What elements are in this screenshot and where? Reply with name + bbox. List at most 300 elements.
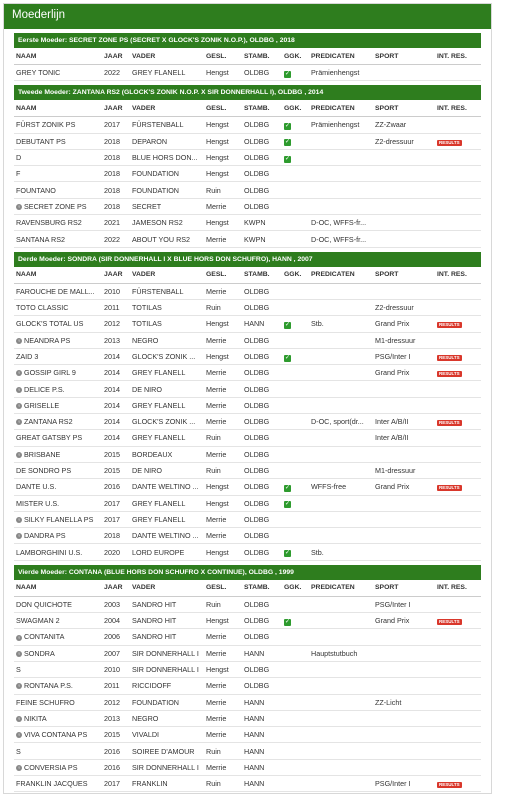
column-header: GGK. [282, 100, 309, 117]
predicaten-cell [309, 528, 373, 544]
sex-cell: Hengst [204, 495, 242, 511]
sport-cell [373, 65, 435, 81]
ggk-cell [282, 397, 309, 413]
predicaten-cell [309, 613, 373, 629]
predicaten-cell [309, 397, 373, 413]
ggk-cell [282, 528, 309, 544]
int-res-cell [435, 645, 481, 661]
table-row [14, 117, 481, 133]
sire-cell: TOTILAS [130, 316, 204, 332]
int-res-cell [435, 299, 481, 315]
checkmark-icon: ✓ [284, 354, 291, 361]
studbook-cell: HANN [242, 775, 282, 791]
horse-name-cell[interactable] [14, 397, 102, 413]
year-cell: 2017 [102, 117, 130, 133]
year-cell: 2014 [102, 365, 130, 381]
int-res-cell [435, 182, 481, 198]
sire-cell: LORD EUROPE [130, 544, 204, 560]
ggk-cell [282, 133, 309, 149]
mare-symbol-icon: ♀ [17, 650, 21, 656]
column-header: STAMB. [242, 580, 282, 597]
sex-cell: Merrie [204, 381, 242, 397]
horse-name-cell[interactable] [14, 661, 102, 677]
results-badge[interactable]: RESULTS [439, 420, 460, 426]
horse-name-link[interactable]: BRISBANE [24, 449, 61, 459]
horse-name-cell[interactable] [14, 414, 102, 430]
horse-name-cell[interactable] [14, 528, 102, 544]
ggk-cell [282, 495, 309, 511]
studbook-cell: OLDBG [242, 348, 282, 364]
horse-name-cell[interactable] [14, 511, 102, 527]
ggk-cell [282, 759, 309, 775]
horse-name-cell[interactable] [14, 629, 102, 645]
studbook-cell: OLDBG [242, 133, 282, 149]
offspring-table [14, 580, 481, 793]
sex-cell: Hengst [204, 348, 242, 364]
horse-name-cell[interactable] [14, 365, 102, 381]
studbook-cell: HANN [242, 743, 282, 759]
year-cell: 2017 [102, 495, 130, 511]
results-badge[interactable]: RESULTS [439, 619, 460, 625]
sport-cell [373, 166, 435, 182]
sex-cell: Merrie [204, 332, 242, 348]
table-row [14, 365, 481, 381]
horse-name-cell[interactable] [14, 198, 102, 214]
sire-cell: TOTILAS [130, 299, 204, 315]
horse-name-cell[interactable] [14, 332, 102, 348]
horse-name-link[interactable]: DANDRA PS [24, 531, 66, 541]
horse-name-link[interactable]: SECRET ZONE PS [24, 201, 87, 211]
table-row [14, 65, 481, 81]
predicaten-cell [309, 596, 373, 612]
ggk-cell [282, 629, 309, 645]
sire-cell: JAMESON RS2 [130, 215, 204, 231]
horse-name-cell[interactable] [14, 283, 102, 299]
int-res-cell [435, 710, 481, 726]
sire-cell: DE NIRO [130, 462, 204, 478]
table-row [14, 198, 481, 214]
sire-cell: GLOCK'S ZONIK ... [130, 414, 204, 430]
results-badge[interactable]: RESULTS [439, 322, 460, 328]
horse-name-link[interactable]: NEANDRA PS [24, 335, 71, 345]
table-row [14, 613, 481, 629]
studbook-cell: OLDBG [242, 596, 282, 612]
horse-name-link[interactable]: CONTANITA [24, 632, 65, 642]
predicaten-cell [309, 149, 373, 165]
mare-symbol-icon: ♀ [17, 419, 21, 425]
studbook-cell: OLDBG [242, 381, 282, 397]
ggk-cell [282, 430, 309, 446]
sport-cell [373, 149, 435, 165]
horse-name-link[interactable]: ZAID 3 [16, 352, 39, 361]
sex-cell: Merrie [204, 727, 242, 743]
column-header: GESL. [204, 100, 242, 117]
horse-name-cell[interactable] [14, 479, 102, 495]
horse-name-link[interactable]: ZANTANA RS2 [24, 417, 73, 427]
sex-cell: Merrie [204, 397, 242, 413]
column-header: VADER [130, 48, 204, 65]
offspring-table [14, 100, 481, 247]
sex-cell: Merrie [204, 283, 242, 299]
ggk-cell [282, 117, 309, 133]
predicaten-cell [309, 133, 373, 149]
ggk-cell [282, 661, 309, 677]
sport-cell: M1-dressuur [373, 332, 435, 348]
sport-cell [373, 759, 435, 775]
studbook-cell: KWPN [242, 215, 282, 231]
horse-name-link[interactable]: FOUNTANO [16, 185, 56, 195]
sire-cell: DEPARON [130, 133, 204, 149]
horse-name-link[interactable]: FRANKLIN JACQUES [16, 779, 88, 789]
studbook-cell: OLDBG [242, 528, 282, 544]
int-res-cell [435, 528, 481, 544]
column-header: VADER [130, 580, 204, 597]
table-row [14, 381, 481, 397]
year-cell: 2016 [102, 479, 130, 495]
sport-cell: Z2-dressuur [373, 133, 435, 149]
sire-cell: GREY FLANELL [130, 511, 204, 527]
horse-name-link[interactable]: SILKY FLANELLA PS [24, 514, 94, 524]
table-row [14, 727, 481, 743]
sire-cell: SIR DONNERHALL I [130, 661, 204, 677]
ggk-cell [282, 166, 309, 182]
table-row [14, 479, 481, 495]
year-cell: 2018 [102, 149, 130, 165]
sport-cell [373, 727, 435, 743]
horse-name-cell[interactable] [14, 678, 102, 694]
table-row [14, 414, 481, 430]
studbook-cell: HANN [242, 759, 282, 775]
int-res-cell [435, 283, 481, 299]
horse-name-link[interactable]: DANTE U.S. [16, 482, 57, 492]
horse-name-link[interactable]: F [16, 169, 21, 179]
horse-name-cell[interactable] [14, 446, 102, 462]
horse-name-cell[interactable] [14, 166, 102, 182]
horse-name-link[interactable]: DEBUTANT PS [16, 136, 66, 146]
year-cell: 2022 [102, 231, 130, 247]
mare-symbol-icon: ♀ [17, 451, 21, 457]
studbook-cell: OLDBG [242, 462, 282, 478]
horse-name-cell[interactable] [14, 65, 102, 81]
sport-cell: M1-dressuur [373, 462, 435, 478]
year-cell: 2007 [102, 645, 130, 661]
sire-cell: ABOUT YOU RS2 [130, 231, 204, 247]
studbook-cell: OLDBG [242, 198, 282, 214]
column-header: VADER [130, 267, 204, 284]
sire-cell: BLUE HORS DON... [130, 149, 204, 165]
horse-name-link[interactable]: FEINE SCHUFRO [16, 697, 75, 707]
horse-name-cell[interactable] [14, 299, 102, 315]
table-header-row [14, 48, 481, 65]
studbook-cell: OLDBG [242, 166, 282, 182]
int-res-cell [435, 678, 481, 694]
table-row [14, 283, 481, 299]
studbook-cell: OLDBG [242, 613, 282, 629]
studbook-cell: OLDBG [242, 629, 282, 645]
generation-title: Derde Moeder: SONDRA (SIR DONNERHALL I X BLUE HORS DON SCHUFRO), HANN , 2007 [14, 252, 481, 267]
studbook-cell: OLDBG [242, 495, 282, 511]
horse-name-link[interactable]: FÜRST ZONIK PS [16, 120, 76, 130]
studbook-cell: OLDBG [242, 182, 282, 198]
sport-cell: Grand Prix [373, 316, 435, 332]
year-cell: 2014 [102, 348, 130, 364]
predicaten-cell: WFFS-free [309, 479, 373, 495]
sex-cell: Hengst [204, 166, 242, 182]
sire-cell: DANTE WELTINO ... [130, 528, 204, 544]
sex-cell: Ruin [204, 743, 242, 759]
studbook-cell: OLDBG [242, 65, 282, 81]
horse-name-link[interactable]: FAROUCHE DE MALL... [16, 286, 95, 296]
table-row [14, 710, 481, 726]
sex-cell: Hengst [204, 133, 242, 149]
studbook-cell: OLDBG [242, 117, 282, 133]
year-cell: 2018 [102, 528, 130, 544]
horse-name-link[interactable]: CONVERSIA PS [24, 762, 78, 772]
ggk-cell [282, 678, 309, 694]
horse-name-cell[interactable] [14, 775, 102, 791]
sport-cell [373, 198, 435, 214]
generation-section [14, 252, 481, 561]
predicaten-cell [309, 446, 373, 462]
horse-name-cell[interactable] [14, 215, 102, 231]
horse-name-link[interactable]: D [16, 153, 22, 163]
column-header: INT. RES. [435, 580, 481, 597]
predicaten-cell [309, 661, 373, 677]
mare-symbol-icon: ♀ [17, 204, 21, 210]
year-cell: 2015 [102, 446, 130, 462]
sport-cell [373, 528, 435, 544]
sport-cell [373, 495, 435, 511]
horse-name-cell[interactable] [14, 645, 102, 661]
sire-cell: FRANKLIN [130, 775, 204, 791]
studbook-cell: OLDBG [242, 332, 282, 348]
horse-name-link[interactable]: GOSSIP GIRL 9 [24, 368, 76, 378]
table-row [14, 397, 481, 413]
sex-cell: Hengst [204, 316, 242, 332]
studbook-cell: OLDBG [242, 365, 282, 381]
year-cell: 2017 [102, 775, 130, 791]
year-cell: 2004 [102, 613, 130, 629]
sport-cell [373, 661, 435, 677]
year-cell: 2018 [102, 133, 130, 149]
horse-name-cell[interactable] [14, 759, 102, 775]
horse-name-link[interactable]: S [16, 746, 21, 756]
ggk-cell [282, 316, 309, 332]
year-cell: 2022 [102, 65, 130, 81]
horse-name-cell[interactable] [14, 381, 102, 397]
int-res-cell [435, 661, 481, 677]
sport-cell [373, 629, 435, 645]
predicaten-cell: D-OC, WFFS-fr... [309, 215, 373, 231]
studbook-cell: OLDBG [242, 678, 282, 694]
results-badge[interactable]: RESULTS [439, 355, 460, 360]
horse-name-cell[interactable] [14, 430, 102, 446]
horse-name-link[interactable]: DE SONDRO PS [16, 466, 72, 476]
mare-symbol-icon: ♀ [17, 517, 21, 523]
horse-name-link[interactable]: RAVENSBURG RS2 [16, 218, 82, 228]
table-row [14, 694, 481, 710]
horse-name-link[interactable]: LAMBORGHINI U.S. [16, 547, 83, 557]
horse-name-link[interactable]: GRISELLE [24, 400, 60, 410]
horse-name-link[interactable]: GREY TONIC [16, 68, 61, 78]
column-header: PREDICATEN [309, 267, 373, 284]
sport-cell: ZZ-Zwaar [373, 117, 435, 133]
sport-cell [373, 678, 435, 694]
checkmark-icon: ✓ [284, 70, 291, 77]
sex-cell: Merrie [204, 528, 242, 544]
int-res-cell [435, 117, 481, 133]
column-header: JAAR [102, 48, 130, 65]
table-row [14, 231, 481, 247]
horse-name-link[interactable]: VIVA CONTANA PS [24, 730, 88, 740]
sire-cell: SANDRO HIT [130, 596, 204, 612]
ggk-cell [282, 462, 309, 478]
predicaten-cell [309, 629, 373, 645]
column-header: GGK. [282, 580, 309, 597]
int-res-cell [435, 215, 481, 231]
ggk-cell [282, 727, 309, 743]
sport-cell: PSG/Inter I [373, 596, 435, 612]
panel-title: Moederlijn [4, 4, 491, 29]
sport-cell: PSG/Inter I [373, 775, 435, 791]
horse-name-link[interactable]: RONTANA P.S. [24, 681, 73, 691]
checkmark-icon: ✓ [284, 321, 291, 328]
horse-name-link[interactable]: SONDRA [24, 648, 55, 658]
table-row [14, 348, 481, 364]
sport-cell: Grand Prix [373, 365, 435, 381]
horse-name-cell[interactable] [14, 596, 102, 612]
mare-symbol-icon: ♀ [17, 634, 21, 640]
year-cell: 2021 [102, 215, 130, 231]
horse-name-cell[interactable] [14, 462, 102, 478]
year-cell: 2010 [102, 283, 130, 299]
horse-name-cell[interactable] [14, 694, 102, 710]
table-row [14, 743, 481, 759]
mare-symbol-icon: ♀ [17, 337, 21, 343]
sex-cell: Merrie [204, 198, 242, 214]
table-row [14, 645, 481, 661]
int-res-cell [435, 348, 481, 364]
sex-cell: Merrie [204, 231, 242, 247]
generations-container [4, 33, 491, 792]
int-res-cell [435, 775, 481, 791]
horse-name-cell[interactable] [14, 495, 102, 511]
checkmark-icon: ✓ [284, 155, 291, 162]
horse-name-link[interactable]: NIKITA [24, 713, 47, 723]
predicaten-cell: Stb. [309, 316, 373, 332]
studbook-cell: KWPN [242, 231, 282, 247]
horse-name-link[interactable]: GREAT GATSBY PS [16, 433, 83, 443]
ggk-cell [282, 348, 309, 364]
sire-cell: SOIREE D'AMOUR [130, 743, 204, 759]
horse-name-cell[interactable] [14, 231, 102, 247]
horse-name-link[interactable]: MISTER U.S. [16, 498, 60, 508]
int-res-cell [435, 198, 481, 214]
horse-name-cell[interactable] [14, 348, 102, 364]
sire-cell: SANDRO HIT [130, 613, 204, 629]
sex-cell: Ruin [204, 462, 242, 478]
checkmark-icon: ✓ [284, 550, 291, 557]
int-res-cell [435, 462, 481, 478]
horse-name-link[interactable]: S [16, 665, 21, 675]
studbook-cell: OLDBG [242, 149, 282, 165]
ggk-cell [282, 215, 309, 231]
horse-name-cell[interactable] [14, 613, 102, 629]
horse-name-link[interactable]: TOTO CLASSIC [16, 303, 69, 313]
sire-cell: FOUNDATION [130, 694, 204, 710]
horse-name-cell[interactable] [14, 316, 102, 332]
column-header: INT. RES. [435, 267, 481, 284]
int-res-cell [435, 479, 481, 495]
sex-cell: Ruin [204, 596, 242, 612]
sire-cell: FOUNDATION [130, 166, 204, 182]
predicaten-cell [309, 495, 373, 511]
ggk-cell [282, 231, 309, 247]
year-cell: 2010 [102, 661, 130, 677]
year-cell: 2015 [102, 727, 130, 743]
predicaten-cell [309, 727, 373, 743]
horse-name-link[interactable]: DELICE P.S. [24, 384, 65, 394]
column-header: NAAM [14, 100, 102, 117]
results-badge[interactable]: RESULTS [439, 782, 460, 788]
horse-name-cell[interactable] [14, 544, 102, 560]
horse-name-cell[interactable] [14, 149, 102, 165]
horse-name-cell[interactable] [14, 133, 102, 149]
sex-cell: Merrie [204, 414, 242, 430]
ggk-cell [282, 198, 309, 214]
horse-name-cell[interactable] [14, 743, 102, 759]
ggk-cell [282, 299, 309, 315]
horse-name-link[interactable]: SWAGMAN 2 [16, 616, 60, 626]
checkmark-icon: ✓ [284, 484, 291, 491]
table-row [14, 678, 481, 694]
results-badge[interactable]: RESULTS [439, 485, 460, 491]
sport-cell [373, 645, 435, 661]
table-row [14, 446, 481, 462]
sire-cell: SIR DONNERHALL I [130, 645, 204, 661]
horse-name-link[interactable]: DON QUICHOTE [16, 599, 72, 609]
studbook-cell: HANN [242, 645, 282, 661]
int-res-cell [435, 397, 481, 413]
horse-name-cell[interactable] [14, 710, 102, 726]
column-header: STAMB. [242, 48, 282, 65]
predicaten-cell [309, 678, 373, 694]
horse-name-cell[interactable] [14, 117, 102, 133]
table-row [14, 511, 481, 527]
column-header: GESL. [204, 48, 242, 65]
sex-cell: Merrie [204, 511, 242, 527]
horse-name-link[interactable]: GLOCK'S TOTAL US [16, 319, 84, 329]
horse-name-cell[interactable] [14, 727, 102, 743]
sire-cell: GLOCK'S ZONIK ... [130, 348, 204, 364]
int-res-cell [435, 629, 481, 645]
studbook-cell: OLDBG [242, 283, 282, 299]
results-badge[interactable]: RESULTS [439, 371, 460, 377]
table-row [14, 430, 481, 446]
column-header: VADER [130, 100, 204, 117]
studbook-cell: HANN [242, 710, 282, 726]
year-cell: 2014 [102, 430, 130, 446]
sire-cell: VIVALDI [130, 727, 204, 743]
generation-section [14, 85, 481, 247]
horse-name-link[interactable]: SANTANA RS2 [16, 234, 65, 244]
year-cell: 2014 [102, 381, 130, 397]
column-header: NAAM [14, 580, 102, 597]
results-badge[interactable]: RESULTS [439, 139, 460, 145]
sire-cell: GREY FLANELL [130, 430, 204, 446]
horse-name-cell[interactable] [14, 182, 102, 198]
sport-cell [373, 544, 435, 560]
